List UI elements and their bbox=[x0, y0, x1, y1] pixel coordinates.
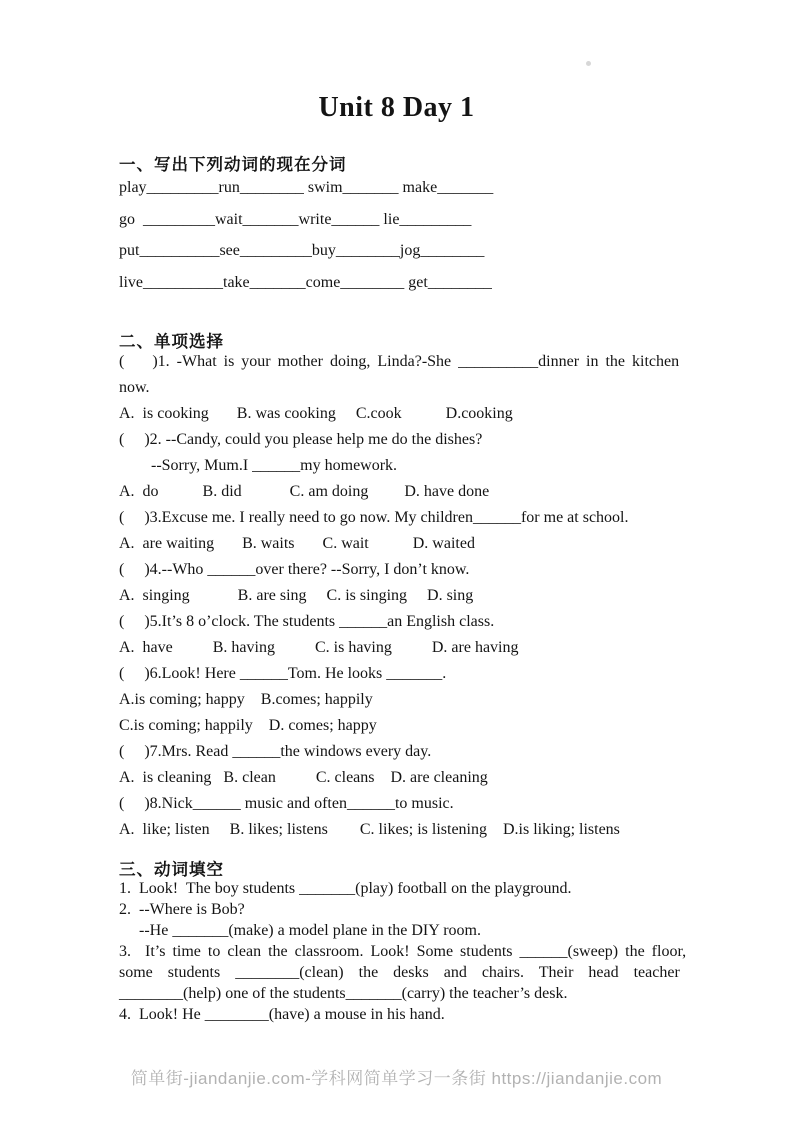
question-line: 1. Look! The boy students _______(play) football on the playground. bbox=[119, 880, 572, 897]
option-line: A. singing B. are sing C. is singing D. sing bbox=[119, 587, 474, 604]
question-line: 4. Look! He ________(have) a mouse in his hand. bbox=[119, 1006, 445, 1023]
option-line: A. is cleaning B. clean C. cleans D. are cleaning bbox=[119, 769, 488, 786]
option-line: C.is coming; happily D. comes; happy bbox=[119, 717, 377, 734]
option-line: A. have B. having C. is having D. are having bbox=[119, 639, 519, 656]
question-line: ( )7.Mrs. Read ______the windows every day. bbox=[119, 743, 432, 760]
question-line: ( )8.Nick______ music and often______to music. bbox=[119, 795, 454, 812]
section3-fill-in-verbs bbox=[119, 878, 687, 1025]
verb-blank-line: play_________run________ swim_______ make_______ bbox=[119, 179, 494, 196]
scan-speck bbox=[586, 61, 591, 66]
question-line: ( )1. -What is your mother doing, Linda?-She __________dinner in the kitchen bbox=[119, 353, 680, 370]
verb-blank-line: put__________see_________buy________jog________ bbox=[119, 242, 485, 259]
section1-heading: 一、写出下列动词的现在分词 bbox=[119, 156, 347, 174]
option-line: A. like; listen B. likes; listens C. likes; is listening D.is liking; listens bbox=[119, 821, 620, 838]
option-line: A. are waiting B. waits C. wait D. waited bbox=[119, 535, 475, 552]
question-line: now. bbox=[119, 379, 150, 396]
question-line: ( )6.Look! Here ______Tom. He looks _______. bbox=[119, 665, 447, 682]
question-line: ( )5.It’s 8 o’clock. The students ______an English class. bbox=[119, 613, 495, 630]
section3-heading: 三、动词填空 bbox=[119, 861, 224, 879]
question-line: --He _______(make) a model plane in the DIY room. bbox=[119, 922, 481, 939]
question-line: ( )4.--Who ______over there? --Sorry, I don’t know. bbox=[119, 561, 470, 578]
option-line: A.is coming; happy B.comes; happily bbox=[119, 691, 373, 708]
section2-heading: 二、单项选择 bbox=[119, 333, 224, 351]
option-line: A. do B. did C. am doing D. have done bbox=[119, 483, 490, 500]
question-line: some students ________(clean) the desks and chairs. Their head teacher bbox=[119, 964, 680, 981]
page-title: Unit 8 Day 1 bbox=[318, 92, 475, 123]
option-line: A. is cooking B. was cooking C.cook D.cooking bbox=[119, 405, 513, 422]
question-line: 2. --Where is Bob? bbox=[119, 901, 245, 918]
question-line: ________(help) one of the students_______(carry) the teacher’s desk. bbox=[119, 985, 568, 1002]
question-line: ( )3.Excuse me. I really need to go now. My children______for me at school. bbox=[119, 509, 629, 526]
footer-watermark: 简单街-jiandanjie.com-学科网简单学习一条街 https://jiandanjie.com bbox=[130, 1069, 663, 1088]
section2-multiple-choice bbox=[119, 349, 680, 843]
section1-verb-list bbox=[119, 172, 676, 298]
question-line: 3. It’s time to clean the classroom. Look! Some students ______(sweep) the floor, bbox=[119, 943, 687, 960]
verb-blank-line: go _________wait_______write______ lie_________ bbox=[119, 210, 472, 228]
question-line: ( )2. --Candy, could you please help me do the dishes? bbox=[119, 431, 483, 448]
verb-blank-line: live__________take_______come________ get________ bbox=[119, 273, 492, 291]
question-line: --Sorry, Mum.I ______my homework. bbox=[119, 457, 398, 474]
